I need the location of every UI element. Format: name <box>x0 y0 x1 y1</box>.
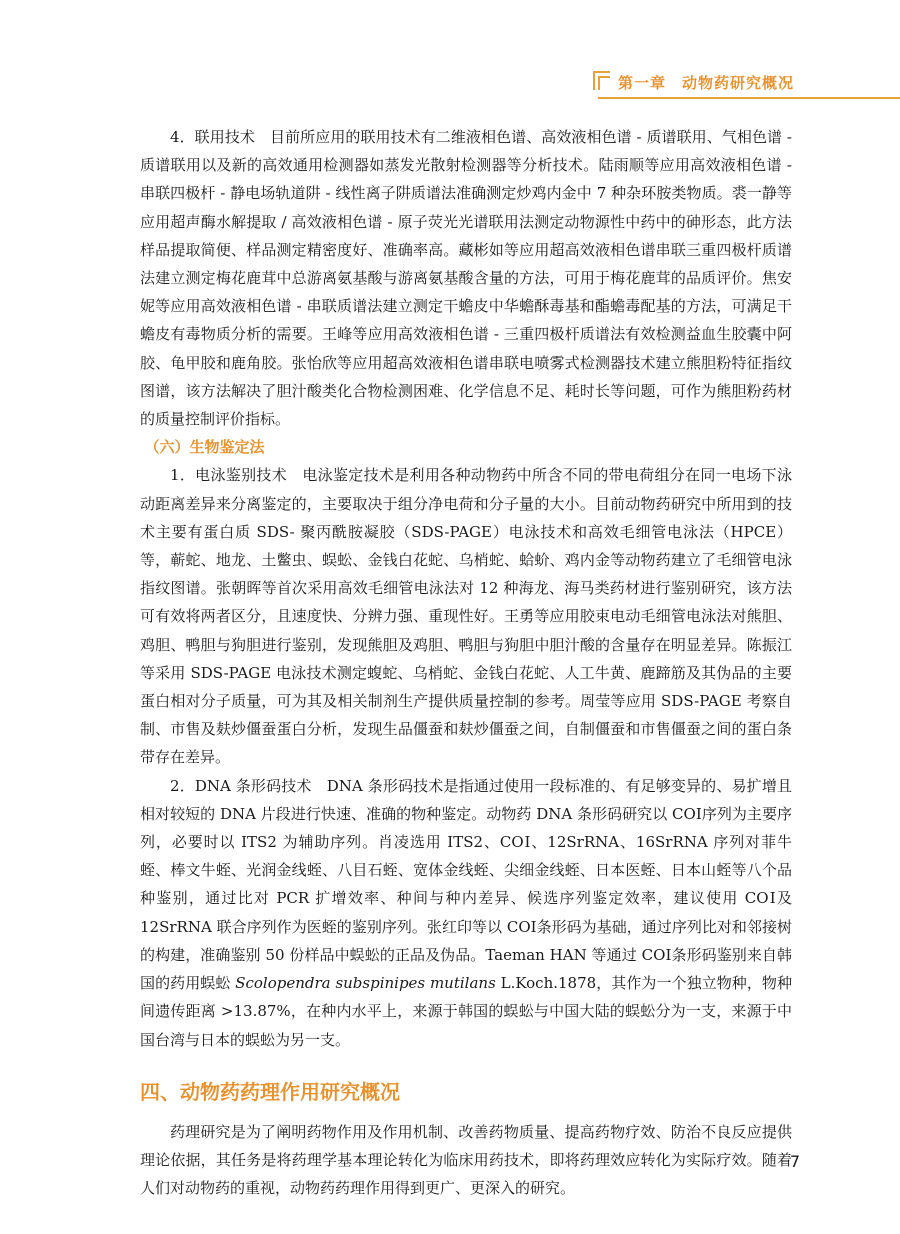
page-number: 7 <box>789 1152 800 1171</box>
subsection-heading: （六）生物鉴定法 <box>144 438 265 457</box>
header-rule <box>598 97 900 99</box>
paragraph-lead: 2．DNA 条形码技术 <box>170 776 312 795</box>
paragraph-lead: 1．电泳鉴别技术 <box>170 466 288 485</box>
chapter-mark-icon <box>592 70 612 92</box>
paragraph-electrophoresis <box>140 461 792 771</box>
paragraph-text: 电泳鉴定技术是利用各种动物药中所含不同的带电荷组分在同一电场下泳动距离差异来分离鉴定的，主要取决于组分净电荷和分子量的大小。目前动物药研究中所用到的技术主要有蛋白质 SDS- 聚丙酰胺凝胶（SDS-PAGE）电泳技术和高效毛细管电泳法（HPCE）等，蕲蛇、地龙、土鳖虫、蜈蚣、金钱白花蛇、乌梢蛇、蛤蚧、鸡内金等动物药建立了毛细管电泳指纹图谱。张朝晖等首次采用高效毛细管电泳法对 12 种海龙、海马类药材进行鉴别研究，该方法可有效将两者区分，且速度快、分辨力强、重现性好。王勇等应用胶束电动毛细管电泳法对熊胆、鸡胆、鸭胆与狗胆进行鉴别，发现熊胆及鸡胆、鸭胆与狗胆中胆汁酸的含量存在明显差异。陈振江等采用 SDS-PAGE 电泳技术测定蝮蛇、乌梢蛇、金钱白花蛇、人工牛黄、鹿蹄筋及其伪品的主要蛋白相对分子质量，可为其及相关制剂生产提供质量控制的参考。周莹等应用 SDS-PAGE 考察自制、市售及麸炒僵蚕蛋白分析，发现生品僵蚕和麸炒僵蚕之间，自制僵蚕和市售僵蚕之间的蛋白条带存在差异。 <box>140 466 792 767</box>
paragraph-combined-techniques <box>140 123 792 433</box>
paragraph-text: 目前所应用的联用技术有二维液相色谱、高效液相色谱 - 质谱联用、气相色谱 - 质谱联用以及新的高效通用检测器如蒸发光散射检测器等分析技术。陆雨顺等应用高效液相色谱 - 串联四极杆 - 静电场轨道阱 - 线性离子阱质谱法准确测定炒鸡内金中 7 种杂环胺类物质。裘一静等应用超声酶水解提取 / 高效液相色谱 - 原子荧光光谱联用法测定动物源性中药中的砷形态，此方法样品提取简便、样品测定精密度好、准确率高。藏彬如等应用超高效液相色谱串联三重四极杆质谱法建立测定梅花鹿茸中总游离氨基酸与游离氨基酸含量的方法，可用于梅花鹿茸的品质评价。焦安妮等应用高效液相色谱 - 串联质谱法建立测定干蟾皮中华蟾酥毒基和酯蟾毒配基的方法，可满足干蟾皮有毒物质分析的需要。王峰等应用高效液相色谱 - 三重四极杆质谱法有效检测益血生胶囊中阿胶、龟甲胶和鹿角胶。张怡欣等应用超高效液相色谱串联电喷雾式检测器技术建立熊胆粉特征指纹图谱，该方法解决了胆汁酸类化合物检测困难、化学信息不足、耗时长等问题，可作为熊胆粉药材的质量控制评价指标。 <box>140 128 792 429</box>
paragraph-text: DNA 条形码技术是指通过使用一段标准的、有足够变异的、易扩增且相对较短的 DNA 片段进行快速、准确的物种鉴定。动物药 DNA 条形码研究以 COⅠ序列为主要序列，必要时以 ITS2 为辅助序列。肖凌选用 ITS2、COⅠ、12SrRNA、16SrRNA 序列对菲牛蛭、棒文牛蛭、光润金线蛭、八目石蛭、宽体金线蛭、尖细金线蛭、日本医蛭、日本山蛭等八个品种鉴别，通过比对 PCR 扩增效率、种间与种内差异、候选序列鉴定效率，建议使用 COⅠ及 12SrRNA 联合序列作为医蛭的鉴别序列。张红印等以 COⅠ条形码为基础，通过序列比对和邻接树的构建，准确鉴别 50 份样品中蜈蚣的正品及伪品。Taeman HAN 等通过 COⅠ条形码鉴别来自韩国的药用蜈蚣 <box>140 776 792 993</box>
paragraph-dna-barcoding <box>140 772 792 1054</box>
paragraph-text: L.Koch.1878，其作为一个独立物种，物种间遗传距离 >13.87%，在种内水平上，来源于韩国的蜈蚣与中国大陆的蜈蚣分为一支，来源于中国台湾与日本的蜈蚣为另一支。 <box>140 974 792 1049</box>
section-heading: 四、动物药药理作用研究概况 <box>140 1079 400 1104</box>
paragraph-text: 药理研究是为了阐明药物作用及作用机制、改善药物质量、提高药物疗效、防治不良反应提供理论依据，其任务是将药理学基本理论转化为临床用药技术，即将药理效应转化为实际疗效。随着人们对动物药的重视，动物药药理作用得到更广、更深入的研究。 <box>140 1122 792 1198</box>
paragraph-pharmacology <box>140 1118 792 1203</box>
species-name: Scolopendra subspinipes mutilans <box>235 974 496 993</box>
chapter-title: 第一章 动物药研究概况 <box>618 74 795 92</box>
body-content <box>140 123 792 1203</box>
paragraph-lead: 4．联用技术 <box>170 128 255 146</box>
